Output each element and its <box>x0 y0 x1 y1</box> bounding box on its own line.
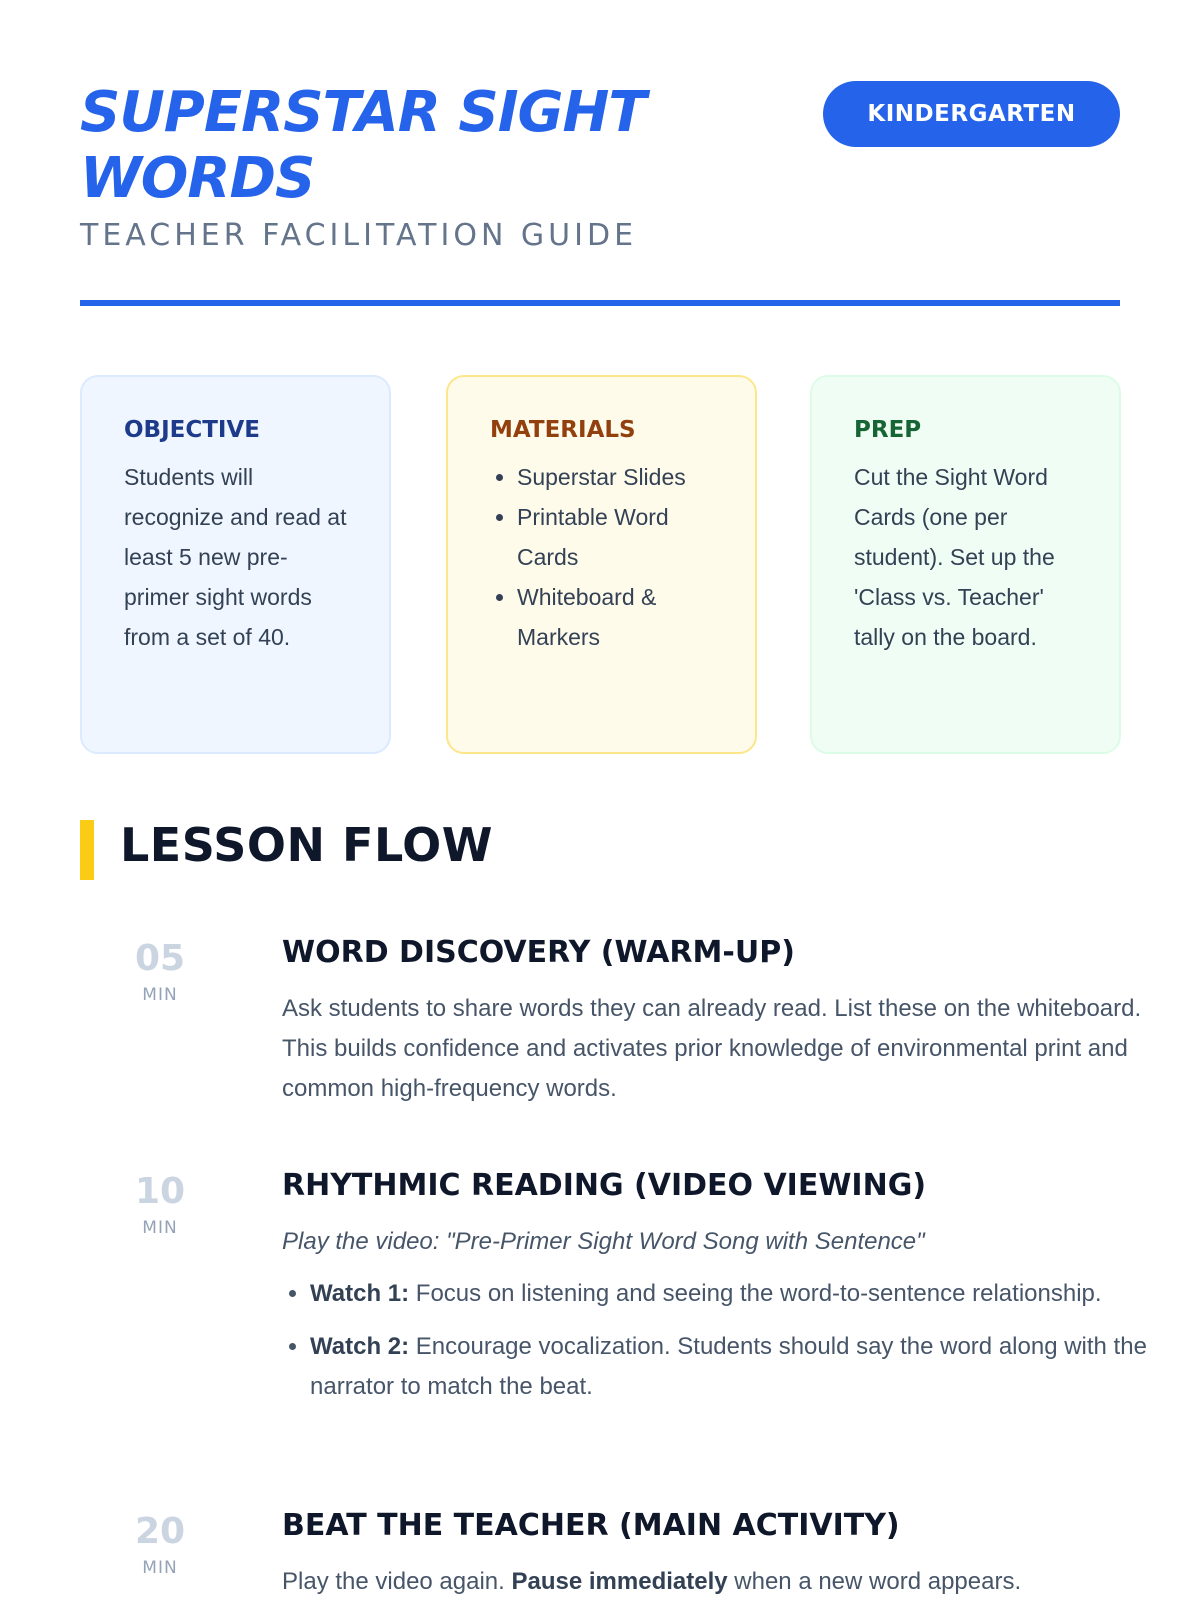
watch-label: Watch 2: <box>310 1333 410 1360</box>
step-description: Ask students to share words they can already read. List these on the whiteboard. This builds confidence and activates prior knowledge of environmental print and common high-frequency words. <box>282 995 1142 1102</box>
step-duration <box>80 1168 240 1238</box>
objective-card <box>80 375 391 754</box>
watch-text: Focus on listening and seeing the word-to-sentence relationship. <box>409 1280 1102 1307</box>
step-duration <box>80 935 240 1005</box>
step-desc-bold: Pause immediately <box>511 1568 728 1595</box>
step-title: RHYTHMIC READING (VIDEO VIEWING) <box>282 1168 927 1203</box>
step-body <box>282 1168 1182 1420</box>
step-description <box>282 1562 1182 1600</box>
materials-list <box>490 457 713 657</box>
step-minutes: 05 <box>134 938 186 979</box>
section-accent-bar <box>80 820 94 880</box>
prep-card <box>810 375 1121 754</box>
video-title-note: Play the video: "Pre-Primer Sight Word Song with Sentence" <box>282 1228 925 1255</box>
page-title: SUPERSTAR SIGHT WORDS <box>80 80 646 211</box>
step-unit: MIN <box>142 1218 178 1238</box>
materials-item: • Whiteboard & Markers <box>517 577 713 657</box>
header-divider <box>80 300 1120 306</box>
page-subtitle: TEACHER FACILITATION GUIDE <box>80 218 638 253</box>
watch-text: Encourage vocalization. Students should say the word along with the narrator to match the beat. <box>310 1333 1147 1400</box>
step-minutes: 10 <box>134 1171 186 1212</box>
materials-card <box>446 375 757 754</box>
prep-title: PREP <box>854 417 922 443</box>
watch-list <box>282 1274 1182 1407</box>
prep-text: Cut the Sight Word Cards (one per student). Set up the 'Class vs. Teacher' tally on the board. <box>854 464 1055 650</box>
step-minutes: 20 <box>134 1511 186 1552</box>
lesson-flow-heading: LESSON FLOW <box>120 818 493 872</box>
step-title: BEAT THE TEACHER (MAIN ACTIVITY) <box>282 1508 900 1543</box>
grade-badge: KINDERGARTEN <box>823 81 1120 147</box>
materials-item: • Superstar Slides <box>517 457 713 497</box>
page-header <box>80 80 1120 310</box>
objective-title: OBJECTIVE <box>124 417 260 443</box>
watch-item <box>310 1327 1182 1407</box>
step-desc-end: when a new word appears. <box>727 1568 1022 1595</box>
step-unit: MIN <box>142 985 178 1005</box>
step-unit: MIN <box>142 1558 178 1578</box>
step-duration <box>80 1508 240 1578</box>
watch-item <box>310 1274 1182 1314</box>
step-body <box>282 935 1182 1109</box>
materials-item: • Printable Word Cards <box>517 497 713 577</box>
step-description <box>282 1222 1182 1262</box>
step-body <box>282 1508 1182 1600</box>
objective-text: Students will recognize and read at least 5 new pre-primer sight words from a set of 40. <box>124 464 347 650</box>
step-desc-start: Play the video again. <box>282 1568 512 1595</box>
step-title: WORD DISCOVERY (WARM-UP) <box>282 935 795 970</box>
watch-label: Watch 1: <box>310 1280 410 1307</box>
materials-title: MATERIALS <box>490 417 636 443</box>
